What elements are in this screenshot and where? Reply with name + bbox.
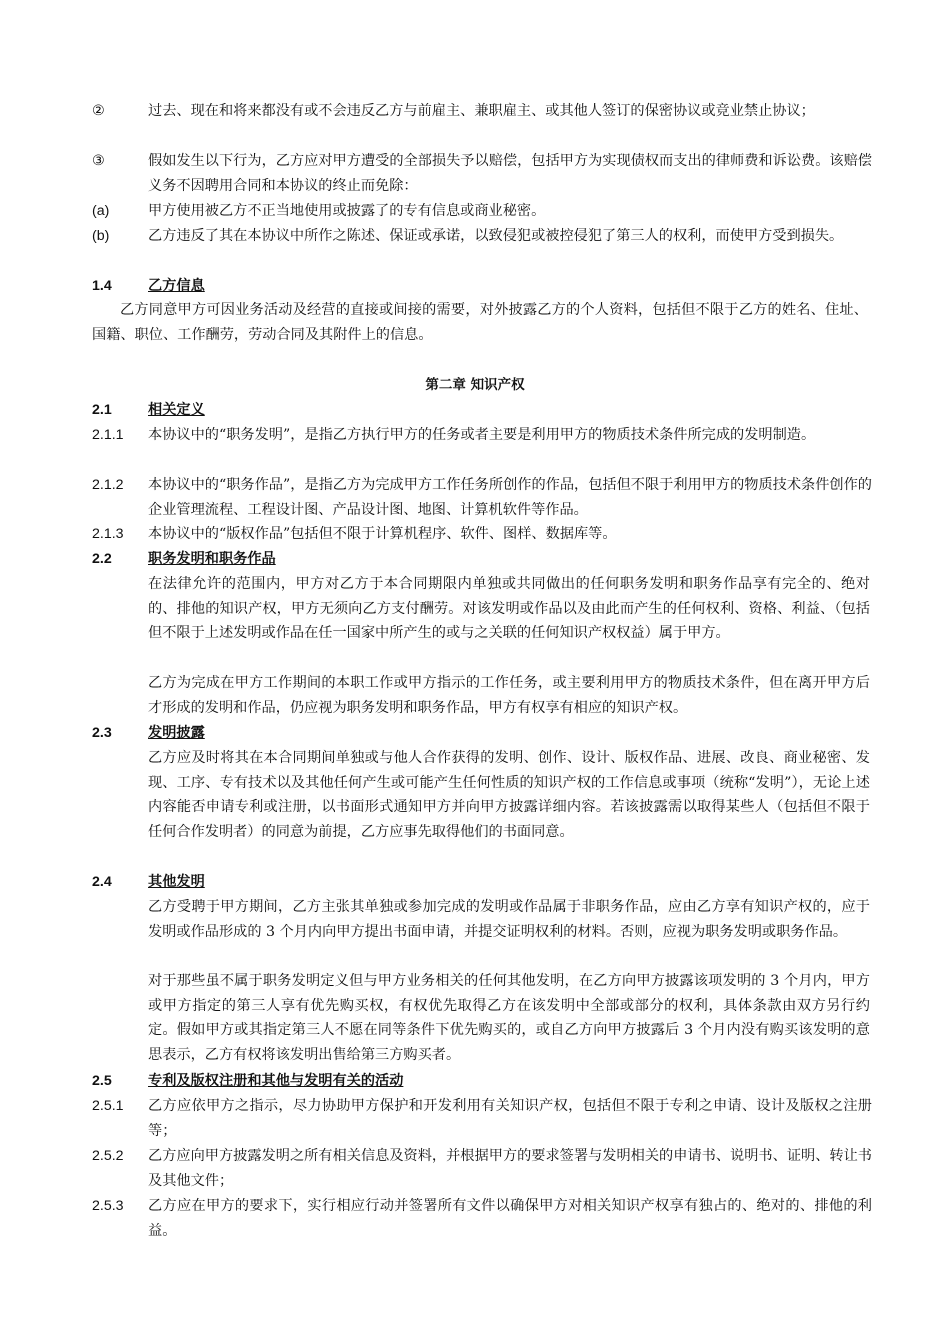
clause: [92, 1194, 872, 1243]
clause-text: 乙方应在甲方的要求下，实行相应行动并签署所有文件以确保甲方对相关知识产权享有独占的、绝对的、排他的利益。: [148, 1198, 872, 1239]
section-title: 专利及版权注册和其他与发明有关的活动: [148, 1073, 404, 1089]
section-heading: [92, 1069, 872, 1094]
section-number: 2.2: [92, 551, 112, 567]
clause: [92, 423, 872, 448]
paragraph: 乙方受聘于甲方期间，乙方主张其单独或参加完成的发明或作品属于非职务作品，应由乙方享有知识产权的，应于发明或作品形成的 3 个月内向甲方提出书面申请，并提交证明权利的材料。否则，应视为职务发明或职务作品。: [148, 899, 870, 940]
item-marker: (b): [92, 228, 110, 244]
clause: [92, 1094, 872, 1143]
section-heading: [92, 547, 872, 572]
paragraph: 乙方应及时将其在本合同期间单独或与他人合作获得的发明、创作、设计、版权作品、进展、改良、商业秘密、发现、工序、专有技术以及其他任何产生或可能产生任何性质的知识产权的工作信息或事项（统称“发明”），无论上述内容能否申请专利或注册，以书面形式通知甲方并向甲方披露详细内容。若该披露需以取得某些人（包括但不限于任何合作发明者）的同意为前提，乙方应事先取得他们的书面同意。: [148, 750, 870, 840]
clause: [92, 473, 872, 522]
clause: [92, 1144, 872, 1193]
item-marker: (a): [92, 203, 110, 219]
clause-number: 2.1.2: [92, 477, 124, 493]
item-marker: ③: [92, 153, 105, 169]
paragraph: 在法律允许的范围内，甲方对乙方于本合同期限内单独或共同做出的任何职务发明和职务作品享有完全的、绝对的、排他的知识产权，甲方无须向乙方支付酬劳。对该发明或作品以及由此而产生的任何权利、资格、利益、（包括但不限于上述发明或作品在任一国家中所产生的或与之关联的任何知识产权权益）属于甲方。: [148, 576, 870, 641]
clause-number: 2.1.1: [92, 427, 124, 443]
section-title: 乙方信息: [148, 278, 205, 294]
section-title: 相关定义: [148, 402, 205, 418]
clause-text: 本协议中的“版权作品”包括但不限于计算机程序、软件、图样、数据库等。: [148, 526, 617, 542]
clause: [92, 522, 872, 547]
section-heading: [92, 870, 872, 895]
clause-text: 本协议中的“职务发明”，是指乙方执行甲方的任务或者主要是利用甲方的物质技术条件所完成的发明制造。: [148, 427, 816, 443]
item-text: 乙方违反了其在本协议中所作之陈述、保证或承诺，以致侵犯或被控侵犯了第三人的权利，而使甲方受到损失。: [148, 228, 844, 244]
section-heading: [92, 398, 872, 423]
section-number: 1.4: [92, 278, 112, 294]
clause-text: 本协议中的“职务作品”，是指乙方为完成甲方工作任务所创作的作品，包括但不限于利用甲方的物质技术条件创作的企业管理流程、工程设计图、产品设计图、地图、计算机软件等作品。: [148, 477, 872, 518]
clause-number: 2.5.2: [92, 1148, 124, 1164]
item-marker: ②: [92, 103, 105, 119]
clause-number: 2.5.3: [92, 1198, 124, 1214]
section-heading: [92, 721, 872, 746]
section-heading: [92, 274, 872, 299]
section-title: 其他发明: [148, 874, 205, 890]
paragraph: 乙方同意甲方可因业务活动及经营的直接或间接的需要，对外披露乙方的个人资料，包括但不限于乙方的姓名、住址、国籍、职位、工作酬劳，劳动合同及其附件上的信息。: [92, 302, 868, 343]
item-text: 过去、现在和将来都没有或不会违反乙方与前雇主、兼职雇主、或其他人签订的保密协议或竞业禁止协议；: [148, 103, 815, 119]
clause-text: 乙方应向甲方披露发明之所有相关信息及资料，并根据甲方的要求签署与发明相关的申请书、说明书、证明、转让书及其他文件；: [148, 1148, 872, 1189]
list-item: [92, 224, 872, 249]
paragraph: 对于那些虽不属于职务发明定义但与甲方业务相关的任何其他发明，在乙方向甲方披露该项发明的 3 个月内，甲方或甲方指定的第三人享有优先购买权，有权优先取得乙方在该发明中全部或部分的权利，具体条款由双方另行约定。假如甲方或其指定第三人不愿在同等条件下优先购买的，或自乙方向甲方披露后 3 个月内没有购买该发明的意思表示，乙方有权将该发明出售给第三方购买者。: [148, 973, 870, 1063]
section-number: 2.4: [92, 874, 112, 890]
item-text: 甲方使用被乙方不正当地使用或披露了的专有信息或商业秘密。: [148, 203, 546, 219]
chapter-title: 第二章 知识产权: [425, 377, 525, 393]
clause-number: 2.1.3: [92, 526, 124, 542]
section-title: 发明披露: [148, 725, 205, 741]
clause-number: 2.5.1: [92, 1098, 124, 1114]
section-number: 2.3: [92, 725, 112, 741]
list-item: [92, 199, 872, 224]
list-item: [92, 99, 872, 124]
clause-text: 乙方应依甲方之指示，尽力协助甲方保护和开发利用有关知识产权，包括但不限于专利之申请、设计及版权之注册等；: [148, 1098, 872, 1139]
item-text: 假如发生以下行为，乙方应对甲方遭受的全部损失予以赔偿，包括甲方为实现债权而支出的律师费和诉讼费。该赔偿义务不因聘用合同和本协议的终止而免除：: [148, 153, 872, 194]
list-item: [92, 149, 872, 198]
section-number: 2.5: [92, 1073, 112, 1089]
section-number: 2.1: [92, 402, 112, 418]
paragraph: 乙方为完成在甲方工作期间的本职工作或甲方指示的工作任务，或主要利用甲方的物质技术条件，但在离开甲方后才形成的发明和作品，仍应视为职务发明和职务作品，甲方有权享有相应的知识产权。: [148, 675, 870, 716]
section-title: 职务发明和职务作品: [148, 551, 276, 567]
